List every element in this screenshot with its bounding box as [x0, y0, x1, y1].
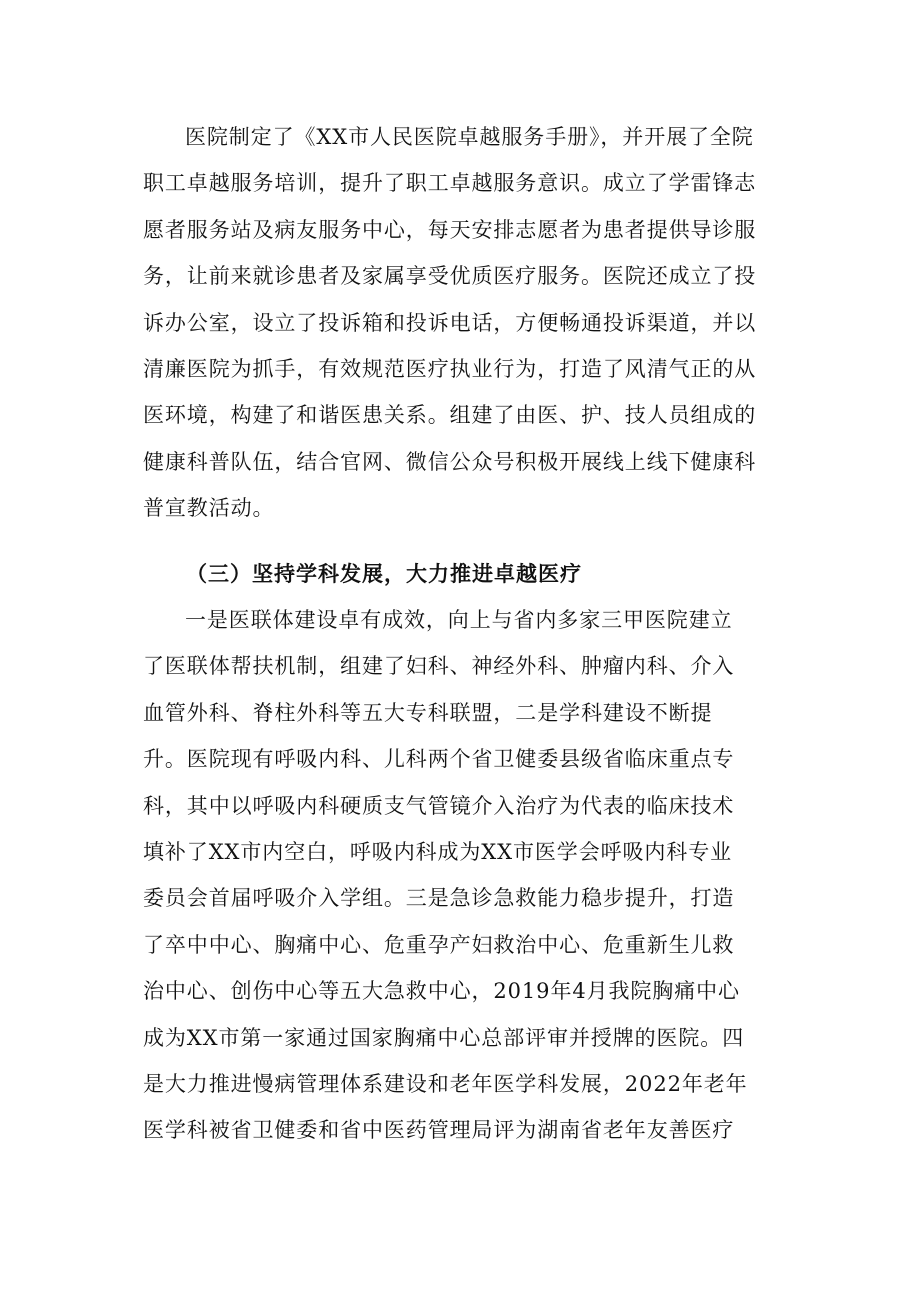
text-line: 健康科普队伍，结合官网、微信公众号积极开展线上线下健康科	[143, 449, 757, 474]
text-line: 医院制定了《XX市人民医院卓越服务手册》，并开展了全院	[185, 125, 754, 149]
text-line: 升。医院现有呼吸内科、儿科两个省卫健委县级省临床重点专	[143, 747, 735, 772]
text-line: 委员会首届呼吸介入学组。三是急诊急救能力稳步提升，打造	[143, 886, 735, 911]
text-line: 填补了XX市内空白，呼吸内科成为XX市医学会呼吸内科专业	[143, 839, 732, 864]
text-line: 了卒中中心、胸痛中心、危重孕产妇救治中心、危重新生儿救	[143, 932, 735, 957]
text-line: 血管外科、脊柱外科等五大专科联盟，二是学科建设不断提	[143, 700, 713, 725]
text-line: 一是医联体建设卓有成效，向上与省内多家三甲医院建立	[185, 608, 733, 632]
text-line: 医学科被省卫健委和省中医药管理局评为湖南省老年友善医疗	[143, 1118, 735, 1143]
text-line: 清廉医院为抓手，有效规范医疗执业行为，打造了风清气正的从	[143, 356, 757, 381]
paragraph-service	[143, 114, 783, 532]
text-line: 是大力推进慢病管理体系建设和老年医学科发展，2022年老年	[143, 1071, 748, 1096]
text-line: 治中心、创伤中心等五大急救中心，2019年4月我院胸痛中心	[143, 979, 740, 1004]
text-line: 务，让前来就诊患者及家属享受优质医疗服务。医院还成立了投	[143, 264, 757, 289]
text-line: 科，其中以呼吸内科硬质支气管镜介入治疗为代表的临床技术	[143, 793, 735, 818]
section-heading: （三）坚持学科发展，大力推进卓越医疗	[186, 561, 582, 586]
text-line: 职工卓越服务培训，提升了职工卓越服务意识。成立了学雷锋志	[143, 171, 757, 196]
text-line: 医环境，构建了和谐医患关系。组建了由医、护、技人员组成的	[143, 403, 757, 428]
text-line: 诉办公室，设立了投诉箱和投诉电话，方便畅通投诉渠道，并以	[143, 310, 757, 335]
text-line: 了医联体帮扶机制，组建了妇科、神经外科、肿瘤内科、介入	[143, 654, 735, 679]
text-line: 愿者服务站及病友服务中心，每天安排志愿者为患者提供导诊服	[143, 217, 757, 242]
paragraph-disciplines	[143, 597, 783, 1154]
text-line: 成为XX市第一家通过国家胸痛中心总部评审并授牌的医院。四	[143, 1025, 745, 1050]
text-line: 普宣教活动。	[143, 496, 275, 521]
